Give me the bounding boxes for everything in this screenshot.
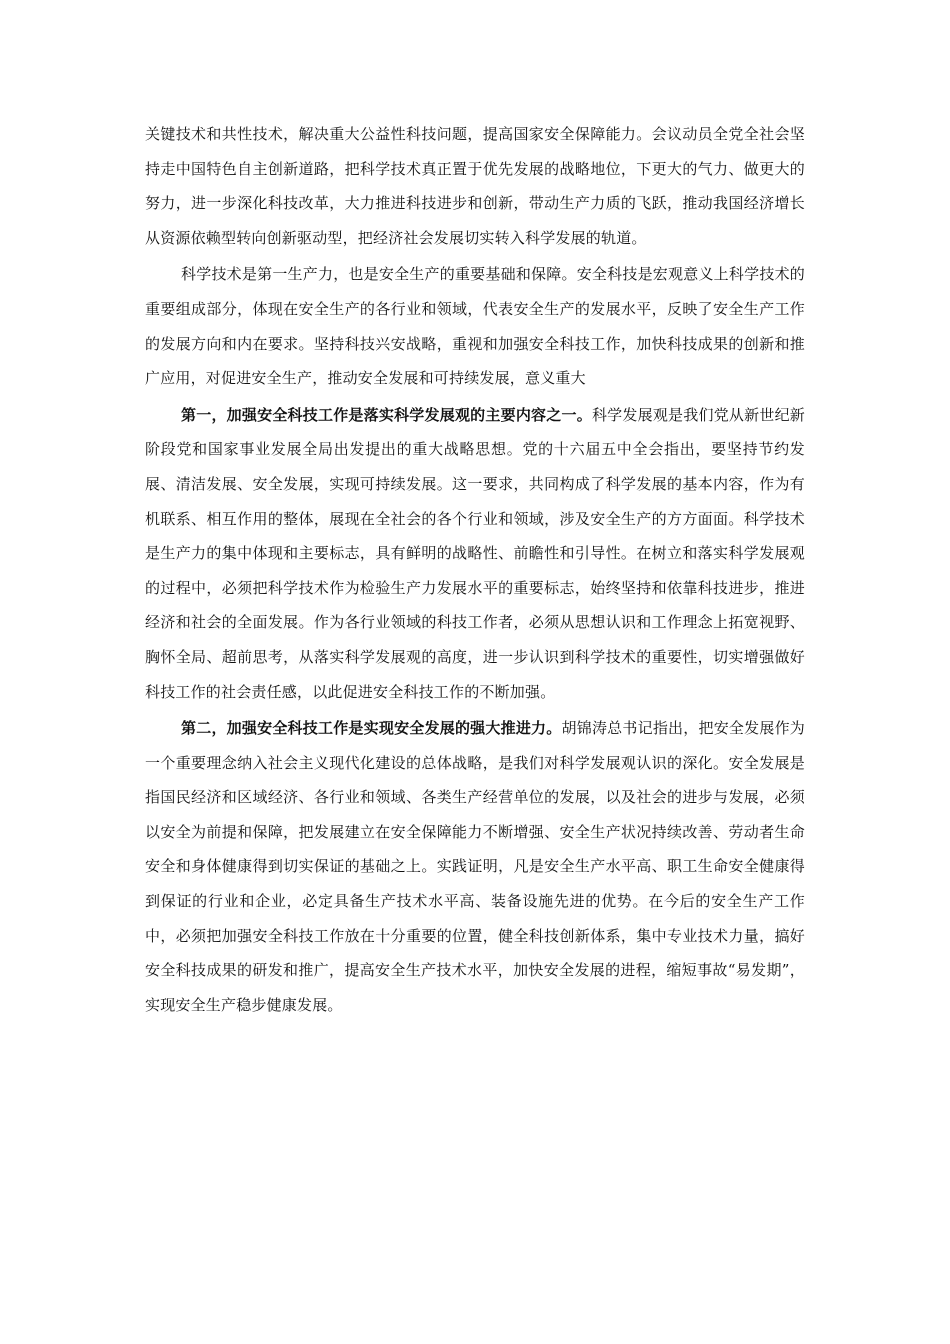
paragraph-continuation	[145, 117, 805, 255]
paragraph-text: 胡锦涛总书记指出，把安全发展作为一个重要理念纳入社会主义现代化建设的总体战略，是我们对科学发展观认识的深化。安全发展是指国民经济和区域经济、各行业和领域、各类生产经营单位的发展，以及社会的进步与发展，必须以安全为前提和保障，把发展建立在安全保障能力不断增强、安全生产状况持续改善、劳动者生命安全和身体健康得到切实保证的基础之上。实践证明，凡是安全生产水平高、职工生命安全健康得到保证的行业和企业，必定具备生产技术水平高、装备设施先进的优势。在今后的安全生产工作中，必须把加强安全科技工作放在十分重要的位置，健全科技创新体系，集中专业技术力量，搞好安全科技成果的研发和推广，提高安全生产技术水平，加快安全发展的进程，缩短事故“易发期”，实现安全生产稳步健康发展。	[145, 719, 805, 1014]
document-body	[145, 117, 805, 1022]
paragraph-text: 科学发展观是我们党从新世纪新阶段党和国家事业发展全局出发提出的重大战略思想。党的十六届五中全会指出，要坚持节约发展、清洁发展、安全发展，实现可持续发展。这一要求，共同构成了科学发展的基本内容，作为有机联系、相互作用的整体，展现在全社会的各个行业和领域，涉及安全生产的方方面面。科学技术是生产力的集中体现和主要标志，具有鲜明的战略性、前瞻性和引导性。在树立和落实科学发展观的过程中，必须把科学技术作为检验生产力发展水平的重要标志，始终坚持和依靠科技进步，推进经济和社会的全面发展。作为各行业领域的科技工作者，必须从思想认识和工作理念上拓宽视野、胸怀全局、超前思考，从落实科学发展观的高度，进一步认识到科学技术的重要性，切实增强做好科技工作的社会责任感，以此促进安全科技工作的不断加强。	[145, 405, 805, 701]
paragraph-second-point	[145, 711, 805, 1022]
paragraph-text: 关键技术和共性技术，解决重大公益性科技问题，提高国家安全保障能力。会议动员全党全社会坚持走中国特色自主创新道路，把科学技术真正置于优先发展的战略地位，下更大的气力、做更大的努力，进一步深化科技改革，大力推进科技进步和创新，带动生产力质的飞跃，推动我国经济增长从资源依赖型转向创新驱动型，把经济社会发展切实转入科学发展的轨道。	[145, 125, 805, 247]
paragraph-science-technology	[145, 257, 805, 395]
paragraph-lead: 第二，加强安全科技工作是实现安全发展的强大推进力。	[181, 719, 562, 738]
paragraph-first-point	[145, 398, 805, 709]
paragraph-lead: 第一，加强安全科技工作是落实科学发展观的主要内容之一。	[181, 405, 592, 424]
paragraph-text: 科学技术是第一生产力，也是安全生产的重要基础和保障。安全科技是宏观意义上科学技术的重要组成部分，体现在安全生产的各行业和领域，代表安全生产的发展水平，反映了安全生产工作的发展方向和内在要求。坚持科技兴安战略，重视和加强安全科技工作，加快科技成果的创新和推广应用，对促进安全生产，推动安全发展和可持续发展，意义重大	[145, 265, 805, 388]
